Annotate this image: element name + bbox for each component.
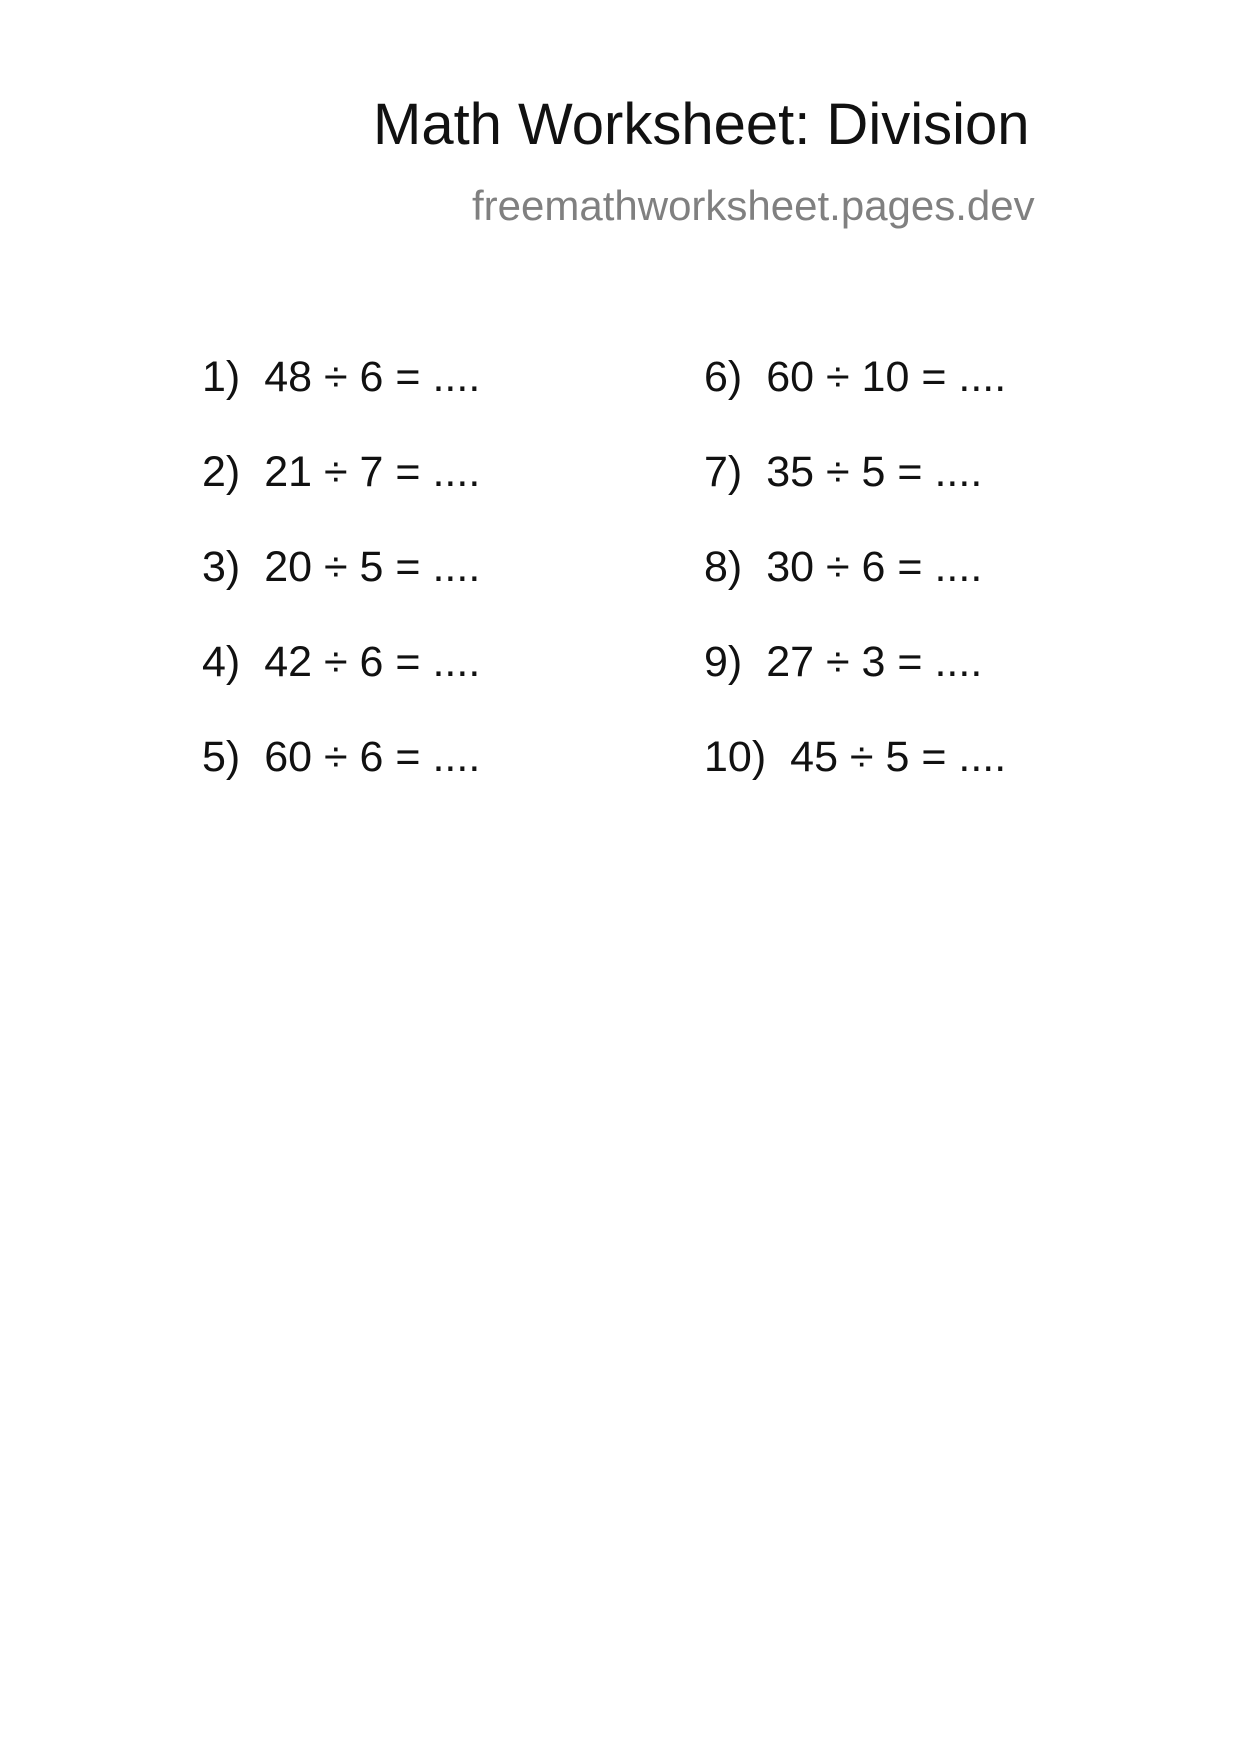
problem-number: 7): [704, 448, 743, 496]
problem-number: 1): [202, 353, 241, 401]
problem-expression: 35 ÷ 5 = ....: [766, 448, 983, 496]
problem-expression: 48 ÷ 6 = ....: [264, 353, 481, 401]
problem-number: 10): [704, 733, 767, 781]
problem-number: 3): [202, 543, 241, 591]
problem-number: 4): [202, 638, 241, 686]
problem-column-left: [202, 353, 481, 831]
problem-column-right: [704, 353, 1007, 831]
problem-7: [704, 448, 1006, 546]
problem-number: 2): [202, 448, 241, 496]
problem-expression: 42 ÷ 6 = ....: [264, 638, 481, 686]
problem-number: 5): [202, 733, 241, 781]
problem-9: [704, 638, 1006, 736]
problem-expression: 30 ÷ 6 = ....: [766, 543, 983, 591]
problem-2: [202, 448, 481, 546]
problem-number: 9): [704, 638, 743, 686]
problem-6: [704, 353, 1007, 451]
problem-3: [202, 543, 481, 641]
problem-number: 8): [704, 543, 743, 591]
problem-expression: 60 ÷ 6 = ....: [264, 733, 481, 781]
page-title: Math Worksheet: Division: [373, 92, 1030, 157]
problem-number: 6): [704, 353, 743, 401]
problem-expression: 20 ÷ 5 = ....: [264, 543, 481, 591]
problem-expression: 60 ÷ 10 = ....: [766, 353, 1007, 401]
site-url: freemathworksheet.pages.dev: [472, 182, 1035, 229]
problem-8: [704, 543, 1006, 641]
problem-expression: 21 ÷ 7 = ....: [264, 448, 481, 496]
problem-expression: 45 ÷ 5 = ....: [790, 733, 1007, 781]
problem-10: [704, 733, 1007, 831]
problem-1: [202, 353, 481, 451]
problem-5: [202, 733, 481, 831]
problem-expression: 27 ÷ 3 = ....: [766, 638, 983, 686]
problem-4: [202, 638, 481, 736]
